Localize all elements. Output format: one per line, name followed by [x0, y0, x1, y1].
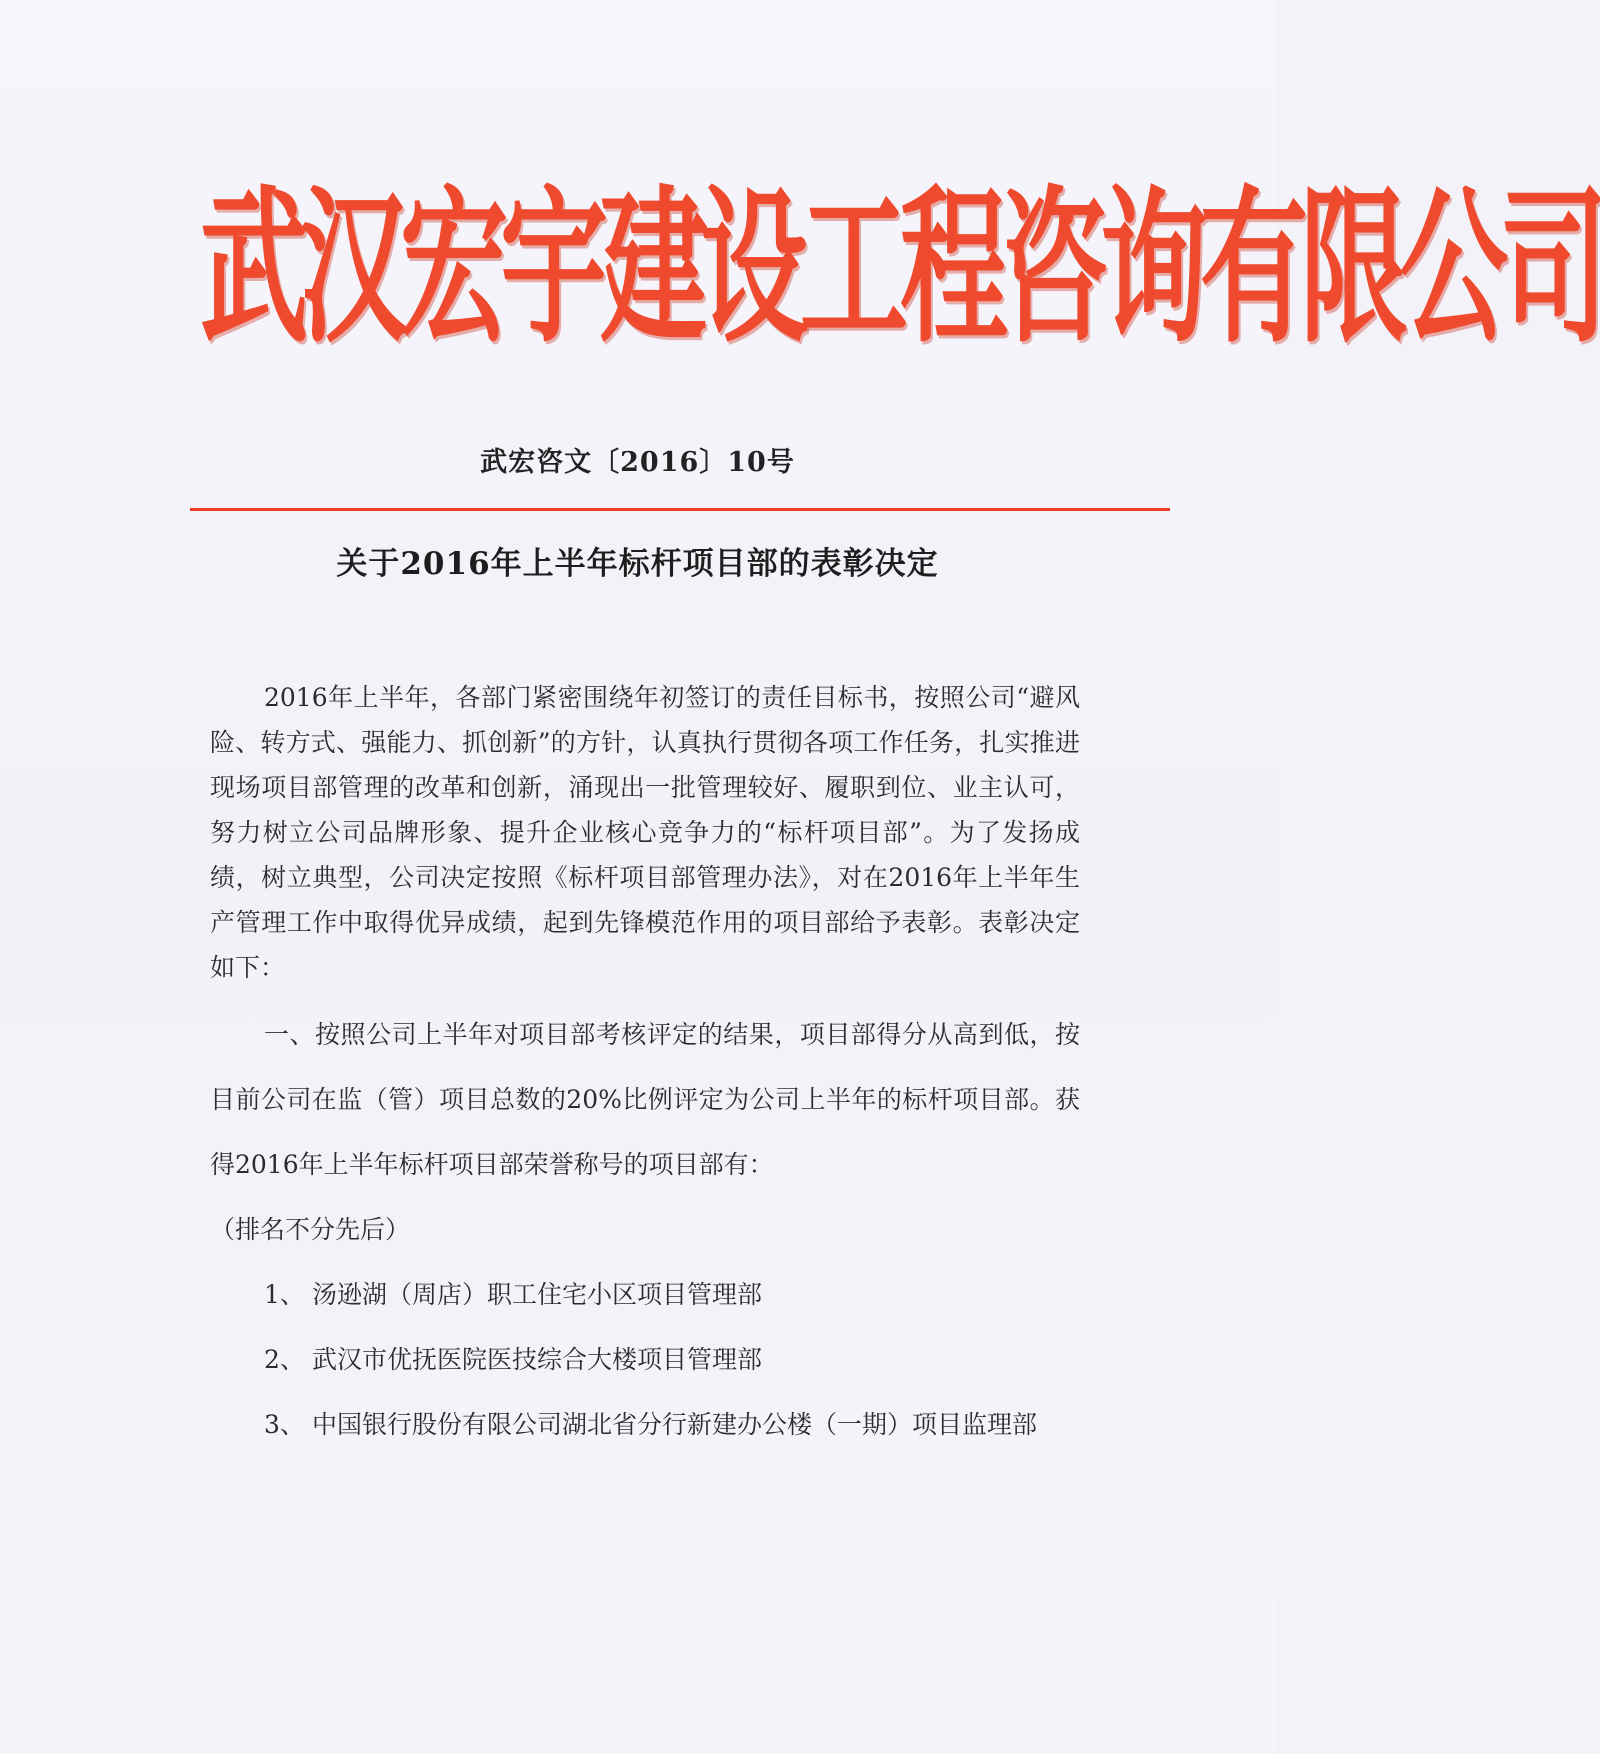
list-item-text: 汤逊湖（周店）职工住宅小区项目管理部	[312, 1280, 763, 1309]
list-item-text: 中国银行股份有限公司湖北省分行新建办公楼（一期）项目监理部	[312, 1410, 1038, 1439]
list-item	[210, 1392, 1080, 1457]
red-divider-line	[190, 508, 1170, 511]
document-body	[210, 675, 1080, 1457]
list-item-number: 1、	[264, 1280, 305, 1309]
intro-paragraph: 2016年上半年，各部门紧密围绕年初签订的责任目标书，按照公司“避风险、转方式、强能力、抓创新”的方针，认真执行贯彻各项工作任务，扎实推进现场项目部管理的改革和创新，涌现出一批管理较好、履职到位、业主认可，努力树立公司品牌形象、提升企业核心竞争力的“标杆项目部”。为了发扬成绩，树立典型，公司决定按照《标杆项目部管理办法》，对在2016年上半年生产管理工作中取得优异成绩，起到先锋模范作用的项目部给予表彰。表彰决定如下：	[210, 683, 1080, 982]
list-item-number: 3、	[264, 1410, 305, 1439]
list-item-text: 武汉市优抚医院医技综合大楼项目管理部	[312, 1345, 763, 1374]
document-number: 武宏咨文〔2016〕10号	[480, 447, 795, 478]
project-list	[210, 1262, 1080, 1457]
ranking-note: （排名不分先后）	[210, 1215, 411, 1244]
company-letterhead: 武汉宏宇建设工程咨询有限公司	[200, 172, 1600, 367]
list-item	[210, 1327, 1080, 1392]
list-item-number: 2、	[264, 1345, 305, 1374]
decision-paragraph: 一、按照公司上半年对项目部考核评定的结果，项目部得分从高到低，按目前公司在监（管）项目总数的20%比例评定为公司上半年的标杆项目部。获得2016年上半年标杆项目部荣誉称号的项目部有：	[210, 1020, 1080, 1179]
list-item	[210, 1262, 1080, 1327]
notice-title: 关于2016年上半年标杆项目部的表彰决定	[336, 546, 939, 582]
